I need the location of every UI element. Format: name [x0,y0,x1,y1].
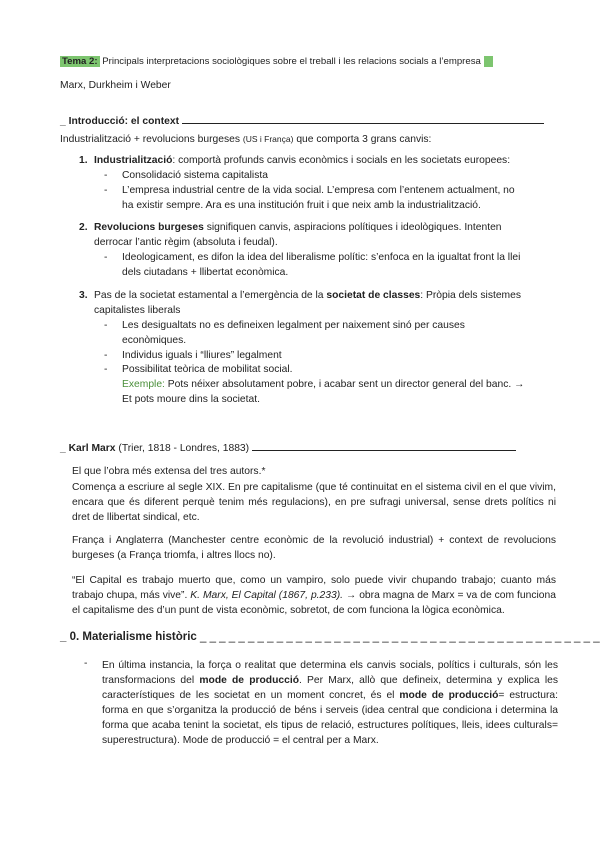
marx-line1: El que l’obra més extensa del tres autors.* [72,466,266,477]
example-text: Pots néixer absolutament pobre, i acabar sent un director general del banc. → [164,379,525,390]
example-label: Exemple: [122,379,165,390]
marx-heading-name: _ Karl Marx [60,443,116,454]
item1-bullet2-line2: ha existir sempre. Ara es una institución fruit i que neix amb la industrialització. [122,200,481,211]
example-line2: Et pots moure dins la societat. [122,394,260,405]
topic-header [60,56,493,67]
materialisme-text-a: En última instancia, la força o realitat que determina els canvis socials, polítics i culturals, són les transformacions del [102,660,558,686]
item1-desc: : comportà profunds canvis econòmics i socials en les societats europees: [172,155,511,166]
item1-bullet1: Consolidació sistema capitalista [122,170,268,181]
bullet-dash: - [104,320,108,331]
intro-lead-start: Industrialització + revolucions burgeses [60,134,241,145]
item3-bullet2: Individus iguals i “lliures” legalment [122,350,282,361]
marx-heading-dates: (Trier, 1818 - Londres, 1883) [118,443,250,454]
materialisme-heading-rule: _ _ _ _ _ _ _ _ _ _ _ _ _ _ _ _ _ _ _ _ _ _ _ _ _ _ _ _ _ _ _ _ _ _ _ _ _ _ _ _ _ _ [200,631,600,643]
topic-title: Principals interpretacions sociològiques sobre el treball i les relacions socials a l’empresa [102,56,481,67]
item2-bullet1-line1: Ideologicament, es difon la idea del liberalisme polític: s’enfoca en la igualtat front la llei [122,252,521,263]
marx-quote-paragraph [72,573,556,618]
item1-text [94,155,510,166]
item3-bullet1-line2: econòmiques. [122,335,187,346]
heading-rule [182,123,544,124]
materialisme-heading-text: _ 0. Materialisme històric [60,631,197,643]
marx-quote-comment: → obra magna de Marx = va de com funciona el capitalisme des d’un punt de vista econòmic, sobretot, de com funciona la lògica econòmica. [72,590,556,616]
item3-bullet3: Possibilitat teòrica de mobilitat social. [122,364,293,375]
marx-quote: “El Capital es trabajo muerto que, como un vampiro, solo puede vivir chupando trabajo; cuanto más trabajo chupa, más vive”. [72,575,556,601]
intro-heading [60,116,544,127]
mode-produccio-bold-2: mode de producció [399,690,499,701]
item2-line2: derrocar l’antic règim (absoluta i feudal). [94,237,278,248]
item3-number: 3. [79,290,88,301]
materialisme-heading [60,631,600,643]
materialisme-paragraph [102,658,558,748]
intro-lead-end: que comporta 3 grans canvis: [296,134,432,145]
item3-desc-a: Pas de la societat estamental a l’emergència de la [94,290,324,301]
item3-line1 [94,290,521,301]
item2-bullet1-line2: dels ciutadans + llibertat econòmica. [122,267,289,278]
marx-paragraph2: França i Anglaterra (Manchester centre econòmic de la revolució industrial) + context de revolucions burgeses (a França triomfa, i altres llocs no). [72,535,556,561]
intro-heading-text: _ Introducció: el context [60,116,180,127]
item1-number: 1. [79,155,88,166]
intro-lead [60,134,431,145]
materialisme-text-c: = estructura: forma en que s’organitza la producció de béns i serveis (idea central que condiciona i determina la forma que acaba tenint la societat, els tipus de relació, estructures polítiques, lleis, idees culturals= superestructura). Mode de producció = el central per a Marx. [102,690,558,746]
item3-bullet1-line1: Les desigualtats no es defineixen legalment per naixement sinó per causes [122,320,465,331]
bullet-dash: - [104,364,108,375]
bullet-dash: - [84,658,88,669]
bullet-dash: - [104,185,108,196]
bullet-dash: - [104,252,108,263]
marx-citation: K. Marx, El Capital (1867, p.233). [190,590,343,601]
item3-desc-b: : Pròpia dels sistemes [420,290,522,301]
item2-line1 [94,222,502,233]
highlight-end [484,56,493,67]
item1-bullet2-line1: L’empresa industrial centre de la vida social. L’empresa com l’entenem actualment, no [122,185,515,196]
materialisme-text-b: . Per Marx, allò que defineix, determina y explica les característiques de les societat en un moment concret, és el [102,675,558,701]
item2-bold: Revolucions burgeses [94,222,204,233]
authors-line: Marx, Durkheim i Weber [60,80,171,91]
intro-lead-small: (US i França) [242,134,294,144]
example-line1 [122,379,524,390]
item3-line2: capitalistes liberals [94,305,181,316]
mode-produccio-bold-1: mode de producció [199,675,299,686]
bullet-dash: - [104,350,108,361]
marx-paragraph1: Comença a escriure al segle XIX. En pre capitalisme (que té continuitat en el sistema civil en el que vivim, encara que és diferent perquè tenim més regulacions), en pre sufragi universal, sense drets polítics ni dret de llibertat sindical, etc. [72,482,556,523]
topic-label: Tema 2: [62,56,98,67]
item2-number: 2. [79,222,88,233]
bullet-dash: - [104,170,108,181]
item2-desc: signifiquen canvis, aspiracions polítiques i ideològiques. Intenten [203,222,502,233]
marx-heading [60,443,516,454]
item1-bold: Industrialització [94,155,173,166]
heading-rule [252,450,516,451]
item3-bold: societat de classes [326,290,421,301]
